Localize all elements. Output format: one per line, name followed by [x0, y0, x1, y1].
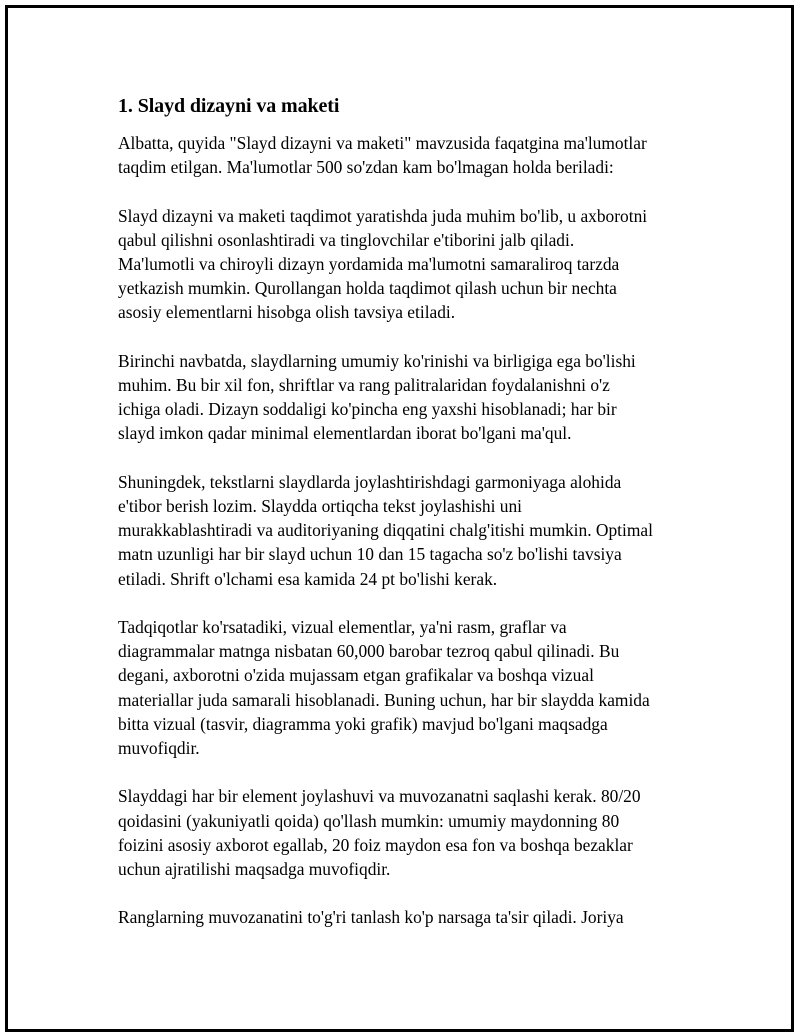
paragraph-intro: Albatta, quyida "Slayd dizayni va maketi" mavzusida faqatgina ma'lumotlar taqdim etilgan. Ma'lumotlar 500 so'zdan kam bo'lmagan holda beriladi:: [118, 133, 647, 178]
paragraph-visual-elements: Tadqiqotlar ko'rsatadiki, vizual elementlar, ya'ni rasm, graflar va diagrammalar matnga nisbatan 60,000 barobar tezroq qabul qilinadi. Bu degani, axborotni o'zida mujassam etgan grafikalar va boshqa vizual materiallar juda samarali hisoblanadi. Buning uchun, har bir slaydda kamida bitta vizual (tasvir, diagramma yoki grafik) mavjud bo'lgani maqsadga muvofiqdir.: [118, 617, 650, 759]
section-heading: 1. Slayd dizayni va maketi: [118, 95, 340, 117]
paragraph-importance: Slayd dizayni va maketi taqdimot yaratishda juda muhim bo'lib, u axborotni qabul qilishni osonlashtiradi va tinglovchilar e'tiborini jalb qiladi. Ma'lumotli va chiroyli dizayn yordamida ma'lumotni samaraliroq tarzda yetkazish mumkin. Qurollangan holda taqdimot qilash uchun bir nechta asosiy elementlarni hisobga olish tavsiya etiladi.: [118, 205, 648, 323]
document-body: [118, 93, 698, 954]
paragraph-balance: Slayddagi har bir element joylashuvi va muvozanatni saqlashi kerak. 80/20 qoidasini (yakuniyatli qoida) qo'llash mumkin: umumiy maydonning 80 foizini asosiy axborot egallab, 20 foiz maydon esa fon va boshqa bezaklar uchun ajratilishi maqsadga muvofiqdir.: [118, 786, 641, 880]
paragraph-consistency: Birinchi navbatda, slaydlarning umumiy ko'rinishi va birligiga ega bo'lishi muhim. Bu bir xil fon, shriftlar va rang palitralaridan foydalanishni o'z ichiga oladi. Dizayn soddaligi ko'pincha eng yaxshi hisoblanadi; har bir slayd imkon qadar minimal elementlardan iborat bo'lgani ma'qul.: [118, 350, 636, 444]
paragraph-colors: Ranglarning muvozanatini to'g'ri tanlash ko'p narsaga ta'sir qiladi. Joriya: [118, 907, 624, 928]
paragraph-text-harmony: Shuningdek, tekstlarni slaydlarda joylashtirishdagi garmoniyaga alohida e'tibor berish lozim. Slaydda ortiqcha tekst joylashishi uni murakkablashtiradi va auditoriyaning diqqatini chalg'itishi mumkin. Optimal matn uzunligi har bir slayd uchun 10 dan 15 tagacha so'z bo'lishi tavsiya etiladi. Shrift o'lchami esa kamida 24 pt bo'lishi kerak.: [118, 471, 653, 589]
